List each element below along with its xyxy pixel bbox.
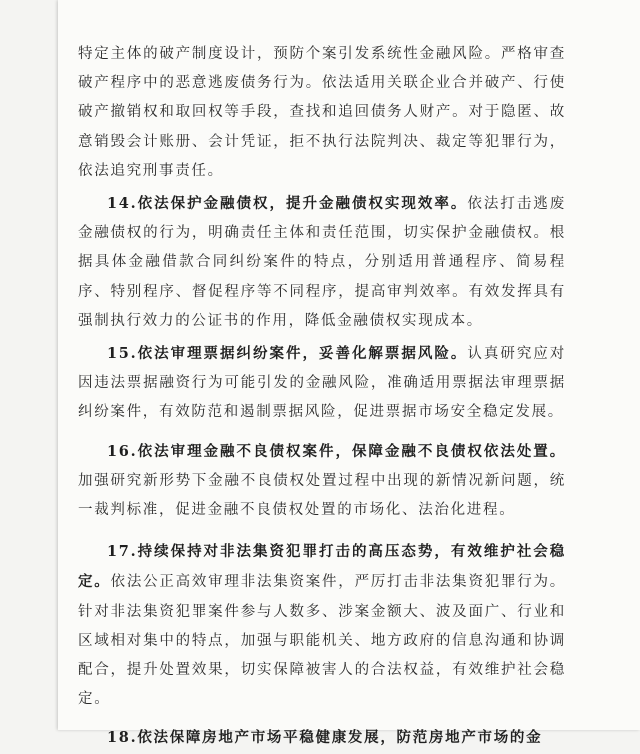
paragraph-14-body: 依法打击逃废金融债权的行为，明确责任主体和责任范围，切实保护金融债权。根据具体金融借款合同纠纷案件的特点，分别适用普通程序、简易程序、特别程序、督促程序等不同程序，提高审判效率。有效发挥具有强制执行效力的公证书的作用，降低金融债权实现成本。 [78, 196, 566, 329]
paragraph-17 [78, 537, 566, 714]
paragraph-14 [78, 189, 566, 336]
paragraph-18 [78, 723, 566, 753]
paragraph-14-heading: 14.依法保护金融债权，提升金融债权实现效率。 [107, 195, 468, 213]
scanned-page [58, 0, 640, 747]
paragraph-17-heading: 17.持续保持对非法集资犯罪打击的高压态势，有效维护社会稳定。 [78, 543, 566, 591]
paragraph-16 [78, 437, 566, 526]
paragraph-18-heading: 18.依法保障房地产市场平稳健康发展，防范房地产市场的金 [107, 729, 543, 747]
paragraph-continued-body: 特定主体的破产制度设计，预防个案引发系统性金融风险。严格审查破产程序中的恶意逃废债务行为。依法适用关联企业合并破产、行使破产撤销权和取回权等手段，查找和追回债务人财产。对于隐匿、故意销毁会计账册、会计凭证，拒不执行法院判决、裁定等犯罪行为，依法追究刑事责任。 [78, 46, 566, 179]
text-column [78, 40, 566, 754]
paragraph-17-body: 依法公正高效审理非法集资案件，严厉打击非法集资犯罪行为。针对非法集资犯罪案件参与人数多、涉案金额大、波及面广、行业和区域相对集中的特点，加强与职能机关、地方政府的信息沟通和协调配合，提升处置效果，切实保障被害人的合法权益，有效维护社会稳定。 [78, 574, 566, 708]
paragraph-continued [78, 40, 566, 186]
paragraph-16-heading: 16.依法审理金融不良债权案件，保障金融不良债权依法处置。 [107, 442, 566, 460]
paragraph-15-heading: 15.依法审理票据纠纷案件，妥善化解票据风险。 [107, 345, 468, 363]
paragraph-15-body: 认真研究应对因违法票据融资行为可能引发的金融风险，准确适用票据法审理票据纠纷案件，有效防范和遏制票据风险，促进票据市场安全稳定发展。 [78, 346, 566, 421]
paragraph-15 [78, 339, 566, 428]
paragraph-16-body: 加强研究新形势下金融不良债权处置过程中出现的新情况新问题，统一裁判标准，促进金融不良债权处置的市场化、法治化进程。 [78, 472, 566, 519]
